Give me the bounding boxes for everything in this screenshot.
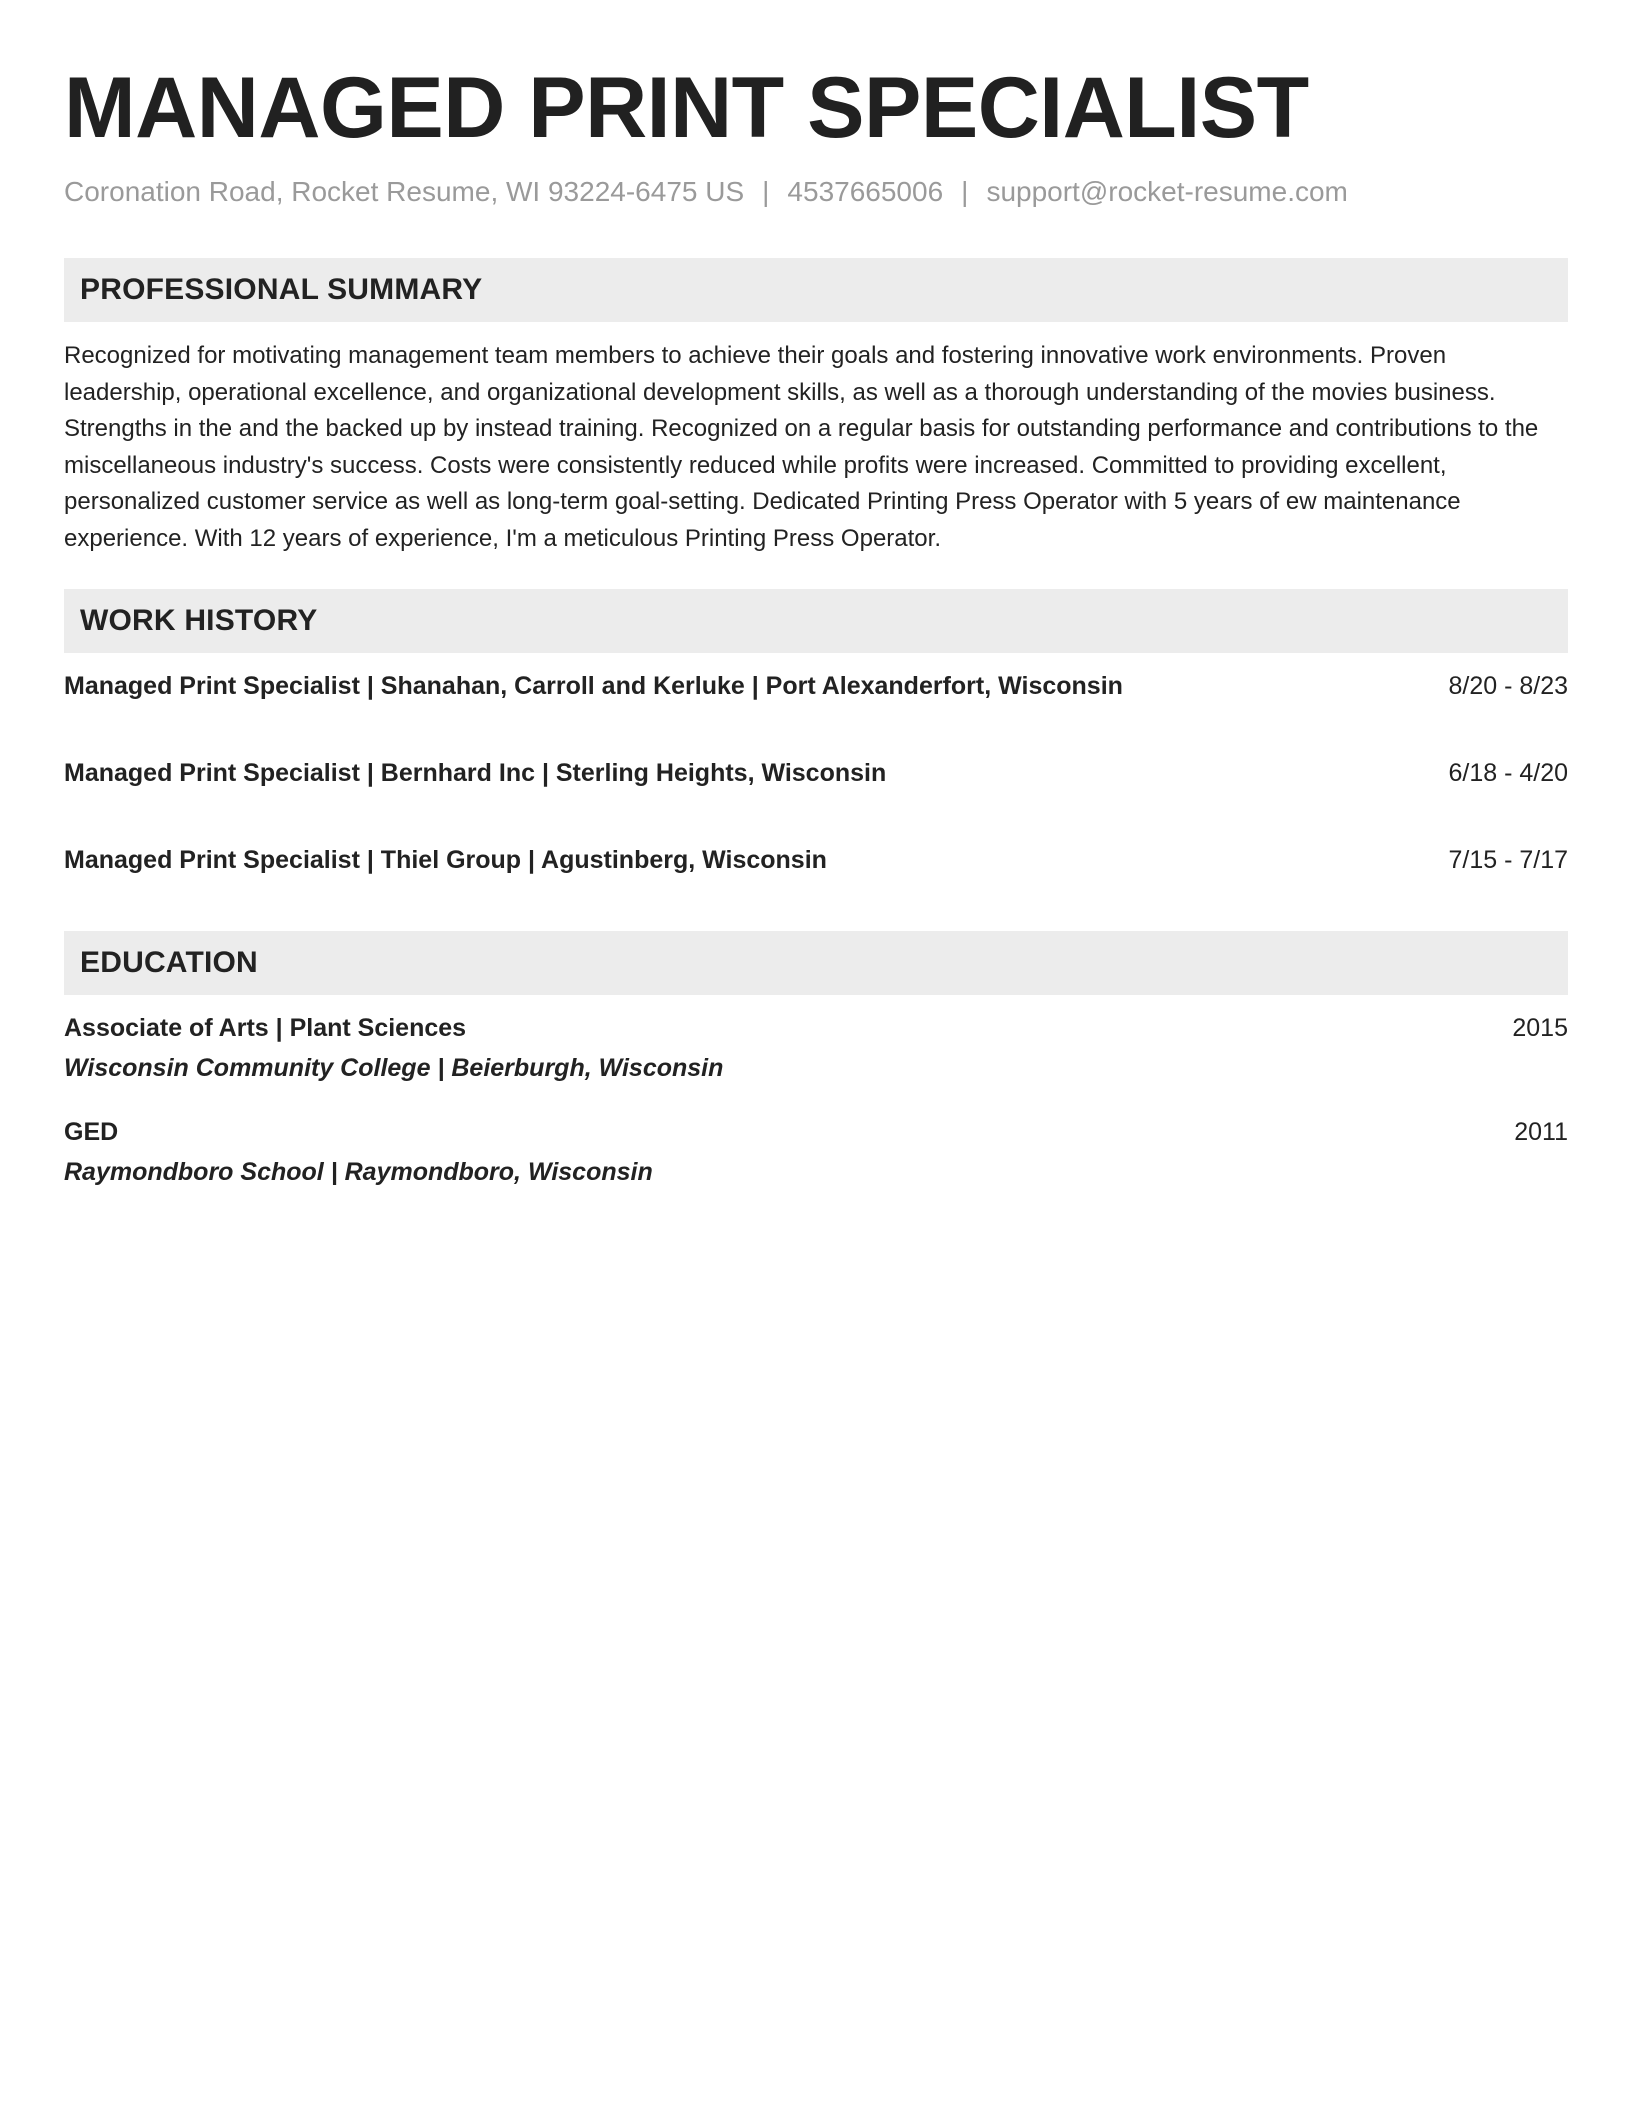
contact-email: support@rocket-resume.com <box>986 176 1348 207</box>
education-year: 2011 <box>1514 1118 1568 1146</box>
education-entry-header <box>64 1115 1568 1149</box>
work-entry-title: Managed Print Specialist | Shanahan, Carroll and Kerluke | Port Alexanderfort, Wisconsin <box>64 672 1123 700</box>
contact-phone: 4537665006 <box>787 176 944 207</box>
education-degree: GED <box>64 1118 119 1146</box>
work-history-list <box>64 669 1568 877</box>
education-entry-header <box>64 1011 1568 1045</box>
work-entry-title: Managed Print Specialist | Bernhard Inc | Sterling Heights, Wisconsin <box>64 759 887 787</box>
education-list <box>64 1011 1568 1189</box>
work-entry <box>64 669 1568 703</box>
work-entry <box>64 843 1568 877</box>
work-entry-title: Managed Print Specialist | Thiel Group | Agustinberg, Wisconsin <box>64 846 827 874</box>
education-entry <box>64 1115 1568 1189</box>
section-header-work-history: WORK HISTORY <box>64 589 1568 653</box>
education-school: Raymondboro School | Raymondboro, Wisconsin <box>64 1158 653 1186</box>
contact-address: Coronation Road, Rocket Resume, WI 93224-6475 US <box>64 176 745 207</box>
education-entry <box>64 1011 1568 1085</box>
work-entry-dates: 7/15 - 7/17 <box>1448 846 1568 874</box>
education-school: Wisconsin Community College | Beierburgh, Wisconsin <box>64 1054 724 1082</box>
contact-separator: | <box>762 176 770 207</box>
work-entry-dates: 8/20 - 8/23 <box>1448 672 1568 700</box>
resume-title: MANAGED PRINT SPECIALIST <box>64 60 1309 156</box>
contact-line <box>64 174 1568 210</box>
section-header-summary: PROFESSIONAL SUMMARY <box>64 258 1568 322</box>
education-degree: Associate of Arts | Plant Sciences <box>64 1014 467 1042</box>
summary-text: Recognized for motivating management team members to achieve their goals and fostering innovative work environments. Proven leadership, operational excellence, and organizational development skills, as well as a thorough understanding of the movies business. Strengths in the and the backed up by instead training. Recognized on a regular basis for outstanding performance and contributions to the miscellaneous industry's success. Costs were consistently reduced while profits were increased. Committed to providing excellent, personalized customer service as well as long-term goal-setting. Dedicated Printing Press Operator with 5 years of ew maintenance experience. With 12 years of experience, I'm a meticulous Printing Press Operator. <box>64 342 1539 552</box>
work-entry-dates: 6/18 - 4/20 <box>1448 759 1568 787</box>
section-header-education: EDUCATION <box>64 931 1568 995</box>
education-year: 2015 <box>1512 1014 1568 1042</box>
contact-separator: | <box>961 176 969 207</box>
work-entry <box>64 756 1568 790</box>
